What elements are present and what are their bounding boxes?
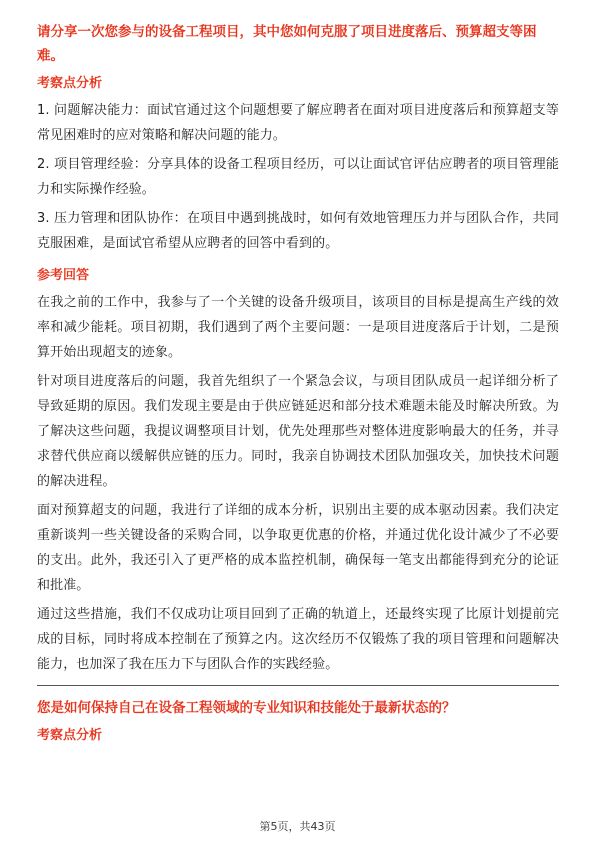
section-divider: [37, 685, 559, 686]
analysis-title-2: 考察点分析: [37, 728, 103, 743]
analysis-title-1: 考察点分析: [37, 76, 103, 91]
question-2: 您是如何保持自己在设备工程领域的专业知识和技能处于最新状态的？: [37, 700, 456, 716]
page-content: [37, 20, 559, 750]
answer-paragraph-3: 面对预算超支的问题，我进行了详细的成本分析，识别出主要的成本驱动因素。我们决定重新谈判一些关键设备的采购合同，以争取更优惠的价格，并通过优化设计减少了不必要的支出。此外，我还引入了更严格的成本监控机制，确保每一笔支出都能得到充分的论证和批准。: [37, 503, 559, 593]
question-1: 请分享一次您参与的设备工程项目，其中您如何克服了项目进度落后、预算超支等困难。: [37, 24, 537, 64]
analysis-item-3: 3. 压力管理和团队协作：在项目中遇到挑战时，如何有效地管理压力并与团队合作，共同克服困难，是面试官希望从应聘者的回答中看到的。: [37, 211, 559, 251]
page-footer: 第5页，共43页: [259, 820, 336, 833]
answer-paragraph-4: 通过这些措施，我们不仅成功让项目回到了正确的轨道上，还最终实现了比原计划提前完成的目标，同时将成本控制在了预算之内。这次经历不仅锻炼了我的项目管理和问题解决能力，也加深了我在压力下与团队合作的实践经验。: [37, 607, 559, 672]
answer-paragraph-1: 在我之前的工作中，我参与了一个关键的设备升级项目，该项目的目标是提高生产线的效率和减少能耗。项目初期，我们遇到了两个主要问题：一是项目进度落后于计划，二是预算开始出现超支的迹象。: [37, 295, 559, 360]
analysis-item-2: 2. 项目管理经验：分享具体的设备工程项目经历，可以让面试官评估应聘者的项目管理能力和实际操作经验。: [37, 157, 559, 197]
answer-title-1: 参考回答: [37, 268, 90, 283]
answer-paragraph-2: 针对项目进度落后的问题，我首先组织了一个紧急会议，与项目团队成员一起详细分析了导致延期的原因。我们发现主要是由于供应链延迟和部分技术难题未能及时解决所致。为了解决这些问题，我提议调整项目计划，优先处理那些对整体进度影响最大的任务，并寻求替代供应商以缓解供应链的压力。同时，我亲自协调技术团队加强攻关，加快技术问题的解决进程。: [37, 374, 559, 489]
analysis-item-1: 1. 问题解决能力：面试官通过这个问题想要了解应聘者在面对项目进度落后和预算超支等常见困难时的应对策略和解决问题的能力。: [37, 103, 559, 143]
